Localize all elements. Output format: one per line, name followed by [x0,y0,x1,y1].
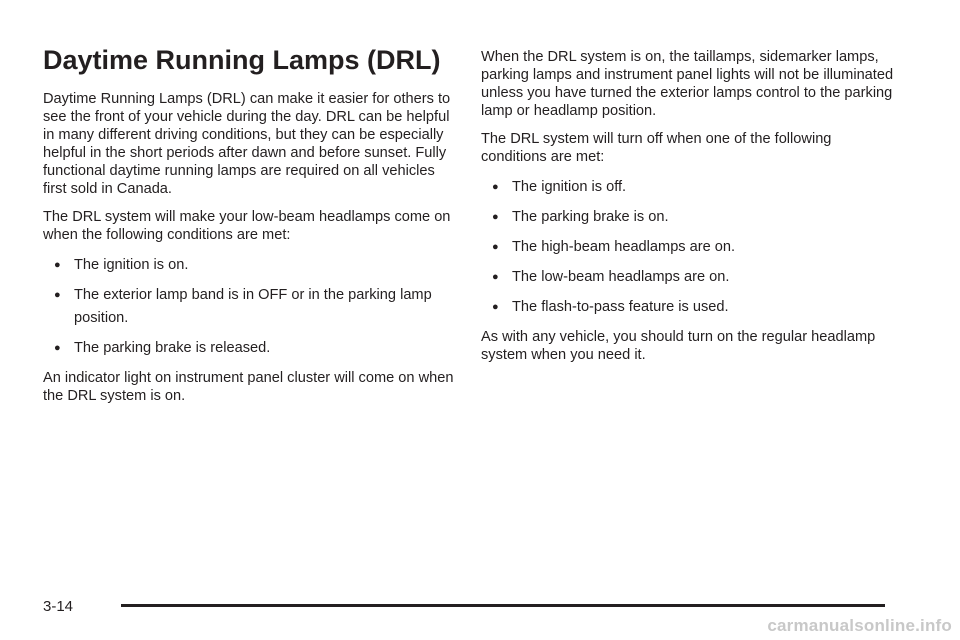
conditions-off-paragraph: The DRL system will turn off when one of the following conditions are met: [481,131,832,165]
list-item: ● The flash-to-pass feature is used. [492,299,729,315]
indicator-paragraph: An indicator light on instrument panel cluster will come on when the DRL system is on. [43,370,454,404]
bullet-icon: ● [492,301,499,313]
list-item: ● The exterior lamp band is in OFF or in the parking lamp position. [54,287,432,326]
conditions-on-paragraph: The DRL system will make your low-beam headlamps come on when the following conditions are met: [43,209,451,243]
bullet-icon: ● [54,259,61,271]
bullet-icon: ● [492,211,499,223]
bullet-icon: ● [492,181,499,193]
lamps-paragraph: When the DRL system is on, the taillamps, sidemarker lamps, parking lamps and instrument panel lights will not be illuminated unless you have turned the exterior lamps control to the parking lamp or headlamp position. [481,49,894,119]
bullet-icon: ● [492,241,499,253]
watermark: carmanualsonline.info [767,616,952,635]
bullet-icon: ● [54,289,61,301]
left-column [43,0,455,415]
closing-paragraph: As with any vehicle, you should turn on the regular headlamp system when you need it. [481,329,876,363]
conditions-off-list [481,176,901,319]
list-item: ● The parking brake is released. [54,340,271,356]
right-column [481,48,901,374]
footer-rule [121,604,885,607]
page-number: 3-14 [43,598,74,615]
bullet-icon: ● [492,271,499,283]
list-item: ● The low-beam headlamps are on. [492,269,730,285]
conditions-on-list [43,254,455,360]
list-item: ● The ignition is off. [492,179,627,195]
intro-paragraph: Daytime Running Lamps (DRL) can make it easier for others to see the front of your vehicle during the day. DRL can be helpful in many different driving conditions, but they can be especially helpful in the short periods after dawn and before sunset. Fully functional daytime running lamps are required on all vehicles first sold in Canada. [43,91,451,197]
list-item: ● The ignition is on. [54,257,189,273]
bullet-icon: ● [54,342,61,354]
list-item: ● The high-beam headlamps are on. [492,239,736,255]
list-item: ● The parking brake is on. [492,209,669,225]
section-title: Daytime Running Lamps (DRL) [43,45,441,75]
